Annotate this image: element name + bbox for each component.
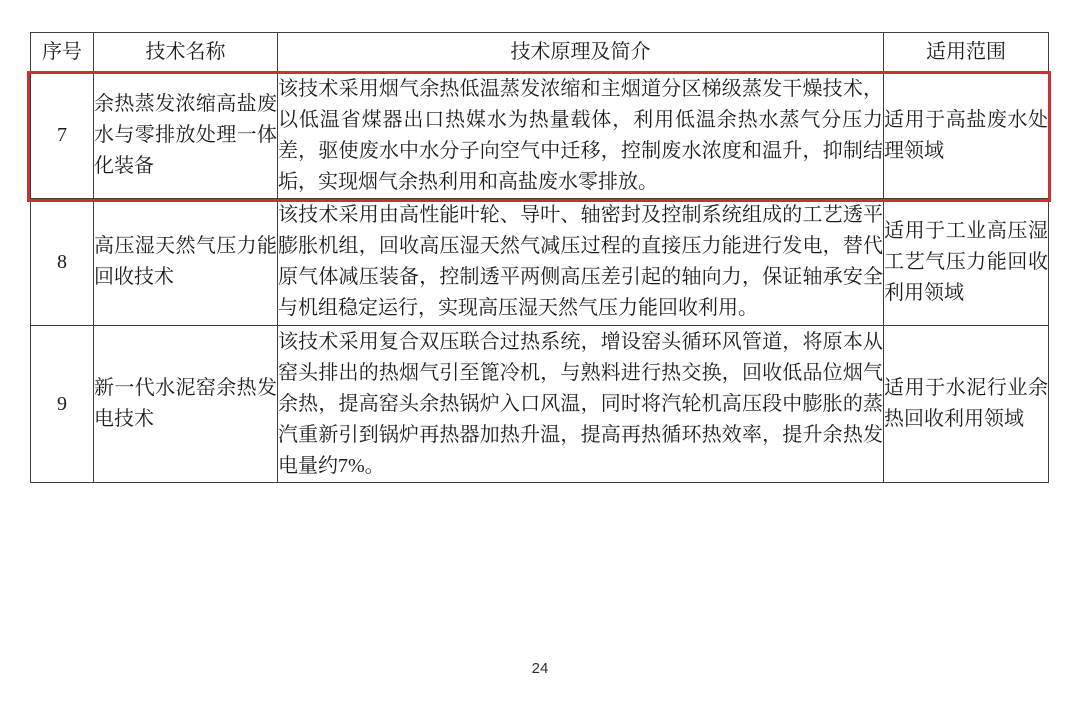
- header-cell-no: 序号: [31, 33, 94, 73]
- cell-tech-name: 余热蒸发浓缩高盐废水与零排放处理一体化装备: [94, 73, 278, 199]
- table-header-row: [31, 33, 1049, 73]
- header-cell-principle: 技术原理及简介: [278, 33, 884, 73]
- cell-tech-name: 高压湿天然气压力能回收技术: [94, 199, 278, 326]
- cell-row-no: 9: [31, 326, 94, 483]
- header-cell-name: 技术名称: [94, 33, 278, 73]
- cell-row-no: 8: [31, 199, 94, 326]
- cell-tech-name: 新一代水泥窑余热发电技术: [94, 326, 278, 483]
- tech-table: [30, 32, 1049, 483]
- table-row: [31, 326, 1049, 483]
- cell-tech-principle: 该技术采用由高性能叶轮、导叶、轴密封及控制系统组成的工艺透平膨胀机组，回收高压湿天然气减压过程的直接压力能进行发电，替代原气体减压装备，控制透平两侧高压差引起的轴向力，保证轴承安全与机组稳定运行，实现高压湿天然气压力能回收利用。: [278, 199, 884, 326]
- page-number: 24: [531, 660, 549, 677]
- tech-table-container: [30, 32, 1048, 483]
- cell-tech-scope: 适用于水泥行业余热回收利用领域: [884, 326, 1049, 483]
- table-row: [31, 73, 1049, 199]
- cell-tech-scope: 适用于工业高压湿工艺气压力能回收利用领域: [884, 199, 1049, 326]
- cell-row-no: 7: [31, 73, 94, 199]
- header-cell-scope: 适用范围: [884, 33, 1049, 73]
- cell-tech-principle: 该技术采用复合双压联合过热系统，增设窑头循环风管道，将原本从窑头排出的热烟气引至篦冷机，与熟料进行热交换，回收低品位烟气余热，提高窑头余热锅炉入口风温，同时将汽轮机高压段中膨胀的蒸汽重新引到锅炉再热器加热升温，提高再热循环热效率，提升余热发电量约7%。: [278, 326, 884, 483]
- cell-tech-principle: 该技术采用烟气余热低温蒸发浓缩和主烟道分区梯级蒸发干燥技术，以低温省煤器出口热媒水为热量载体，利用低温余热水蒸气分压力差，驱使废水中水分子向空气中迁移，控制废水浓度和温升，抑制结垢，实现烟气余热利用和高盐废水零排放。: [278, 73, 884, 199]
- table-row: [31, 199, 1049, 326]
- cell-tech-scope: 适用于高盐废水处理领域: [884, 73, 1049, 199]
